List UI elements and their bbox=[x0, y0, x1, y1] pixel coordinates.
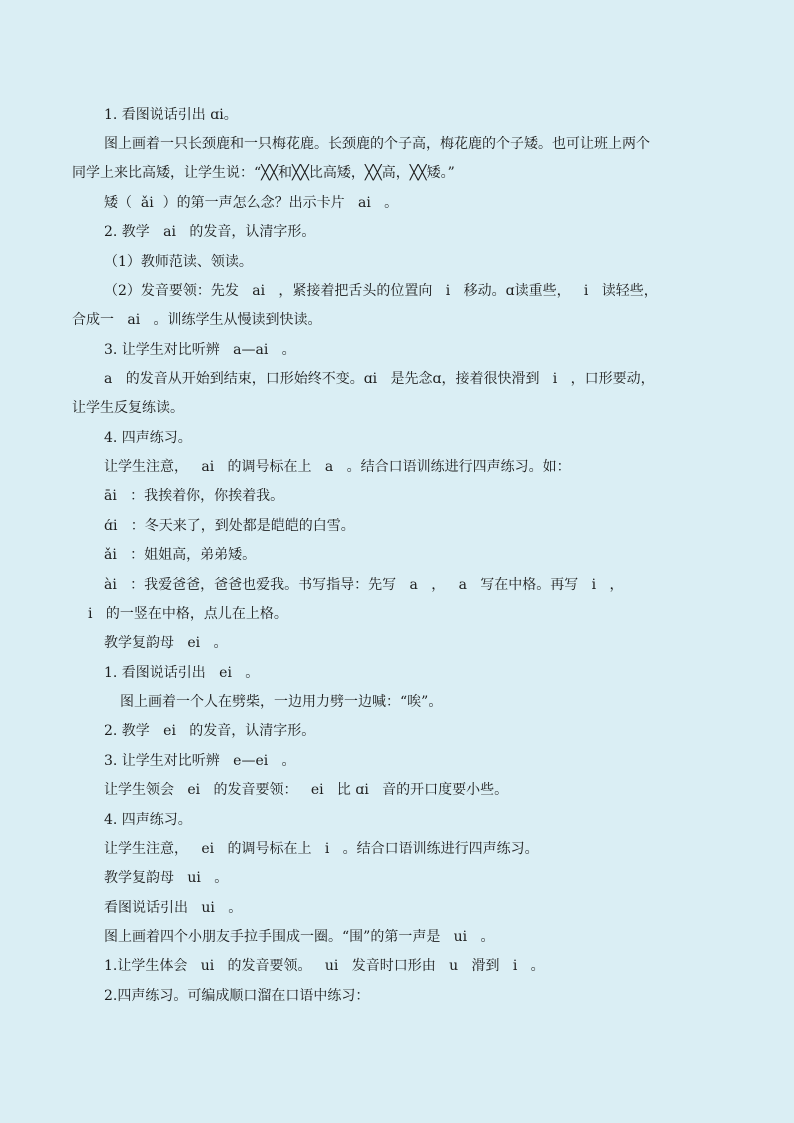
text-line: 让学生注意， ei 的调号标在上 i 。结合口语训练进行四声练习。 bbox=[104, 841, 539, 857]
text-line: 图上画着四个小朋友手拉手围成一圈。“围”的第一声是 ui 。 bbox=[104, 929, 495, 945]
text-line: 合成一 ai 。训练学生从慢读到快读。 bbox=[72, 312, 322, 328]
text-line: 教学复韵母 ui 。 bbox=[104, 870, 229, 886]
text-line: ɑ́i ：冬天来了，到处都是皑皑的白雪。 bbox=[104, 518, 355, 534]
text-line: 2. 教学 ai 的发音，认清字形。 bbox=[104, 224, 316, 240]
text-line: 2. 教学 ei 的发音，认清字形。 bbox=[104, 723, 316, 739]
text-line: 看图说话引出 ui 。 bbox=[104, 900, 243, 916]
text-line: 让学生反复练读。 bbox=[72, 400, 184, 416]
text-line: 图上画着一个人在劈柴，一边用力劈一边喊：“唉”。 bbox=[120, 694, 443, 710]
text-line: 3. 让学生对比听辨 a—ai 。 bbox=[104, 342, 296, 358]
text-line: ài ：我爱爸爸，爸爸也爱我。书写指导：先写 a ， a 写在中格。再写 i ， bbox=[104, 577, 624, 593]
text-line: 1.让学生体会 ui 的发音要领。 ui 发音时口形由 u 滑到 i 。 bbox=[104, 958, 545, 974]
text-line: 2.四声练习。可编成顺口溜在口语中练习： bbox=[104, 988, 370, 1004]
text-line: （1）教师范读、领读。 bbox=[104, 254, 253, 270]
text-line: 4. 四声练习。 bbox=[104, 812, 192, 828]
text-line: 让学生注意， ai 的调号标在上 a 。结合口语训练进行四声练习。如： bbox=[104, 459, 571, 475]
text-line: 4. 四声练习。 bbox=[104, 430, 192, 446]
text-line: 1. 看图说话引出 ei 。 bbox=[104, 665, 260, 681]
text-line: 教学复韵母 ei 。 bbox=[104, 635, 228, 651]
text-line: 图上画着一只长颈鹿和一只梅花鹿。长颈鹿的个子高，梅花鹿的个子矮。也可让班上两个 bbox=[104, 136, 650, 152]
text-line: 1. 看图说话引出 ɑi。 bbox=[104, 107, 238, 123]
text-line: 3. 让学生对比听辨 e—ei 。 bbox=[104, 753, 296, 769]
text-line: āi ：我挨着你，你挨着我。 bbox=[104, 488, 285, 504]
text-line: i 的一竖在中格，点儿在上格。 bbox=[88, 606, 288, 622]
text-line: ǎi ：姐姐高，弟弟矮。 bbox=[104, 547, 257, 563]
text-line: 同学上来比高矮，让学生说：“╳╳和╳╳比高矮，╳╳高，╳╳矮。” bbox=[72, 165, 455, 181]
text-line: （2）发音要领：先发 ai ，紧接着把舌头的位置向 i 移动。ɑ读重些， i 读轻些， bbox=[104, 283, 658, 299]
text-line: 矮（ ǎi ）的第一声怎么念？出示卡片 ai 。 bbox=[104, 195, 399, 211]
text-line: a 的发音从开始到结束，口形始终不变。ɑi 是先念ɑ，接着很快滑到 i ，口形要动， bbox=[104, 371, 655, 387]
text-line: 让学生领会 ei 的发音要领： ei 比 ɑi 音的开口度要小些。 bbox=[104, 782, 509, 798]
